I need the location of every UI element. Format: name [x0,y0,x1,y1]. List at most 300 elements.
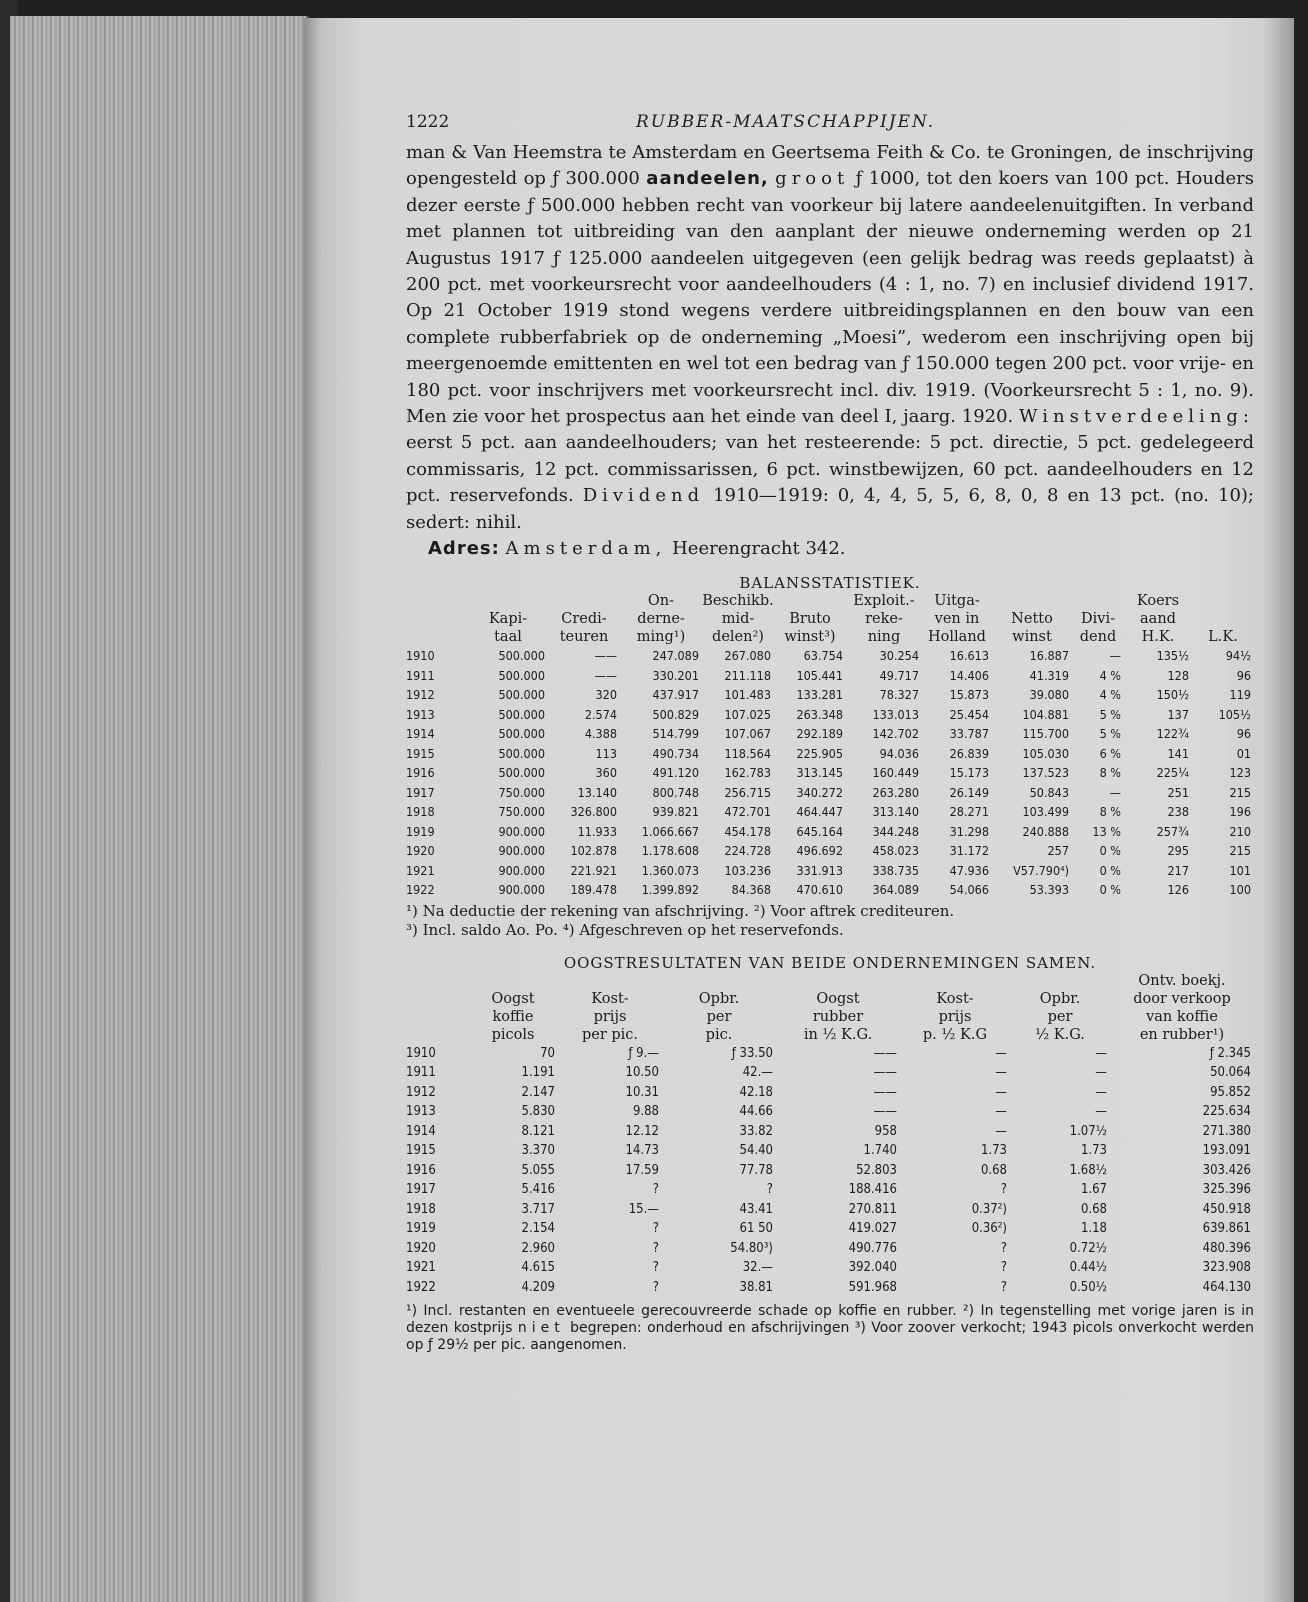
year-cell: 1916 [406,1162,436,1178]
oogst-header-row [406,972,1254,1044]
value-cell: 150½ [1156,687,1189,703]
value-cell: 0.37²) [971,1201,1007,1217]
value-cell: 103.499 [1022,804,1069,820]
value-cell: 1.73 [1080,1143,1107,1159]
table-row [406,1180,1254,1200]
value-cell: — [1109,648,1121,664]
value-cell: 225.634 [1202,1104,1251,1120]
value-cell: 313.140 [872,804,919,820]
value-cell: 454.178 [724,823,771,839]
table-row [406,1063,1254,1083]
value-cell: 490.776 [848,1240,897,1256]
balans-header-cell: Uitga- ven in Holland [928,593,986,646]
year-cell: 1921 [406,862,435,878]
para-part-1: man & Van Heemstra te Amsterdam en Geertsema Feith & Co. te Groningen, de inschrijving opengesteld op ƒ 300.000 [406,142,1254,190]
value-cell: 500.000 [498,726,545,742]
balans-header-cell: Exploit.- reke- ning [853,593,915,646]
value-cell: 500.000 [498,648,545,664]
value-cell: 256.715 [724,784,771,800]
value-cell: 0.72½ [1069,1240,1107,1256]
value-cell: 39.080 [1029,687,1069,703]
table-row [406,724,1254,744]
value-cell: 392.040 [848,1260,897,1276]
value-cell: 3.717 [521,1201,555,1217]
value-cell: 42.— [742,1065,773,1081]
value-cell: — [995,1065,1007,1081]
value-cell: 13.140 [577,784,617,800]
oogst-header-cell: Opbr. per pic. [698,990,740,1043]
table-row [406,763,1254,783]
value-cell: 450.918 [1202,1201,1251,1217]
value-cell: 480.396 [1202,1240,1251,1256]
value-cell: 215 [1229,843,1251,859]
balans-table [406,592,1254,900]
year-cell: 1917 [406,784,435,800]
value-cell: 5.416 [521,1182,555,1198]
oogst-header-cell [406,972,468,1044]
value-cell: 28.271 [949,804,989,820]
value-cell: 84.368 [731,882,771,898]
year-cell: 1914 [406,1123,436,1139]
value-cell: 645.164 [796,823,843,839]
table-row [406,880,1254,900]
value-cell: 5 % [1099,726,1121,742]
value-cell: 215 [1229,784,1251,800]
value-cell: ? [766,1182,773,1198]
value-cell: 15.873 [949,687,989,703]
winstverdeeling-keyword: Winstverdeeling: [1019,406,1254,428]
value-cell: 419.027 [848,1221,897,1237]
value-cell: 115.700 [1022,726,1069,742]
value-cell: 30.254 [879,648,919,664]
year-cell: 1910 [406,1045,436,1061]
value-cell: 31.298 [949,823,989,839]
page-content [406,108,1254,1354]
value-cell: 800.748 [652,784,699,800]
groot-keyword: groot [775,168,850,190]
value-cell: —— [873,1084,897,1100]
value-cell: 96 [1236,667,1251,683]
value-cell: 14.406 [949,667,989,683]
balans-header-cell [406,592,468,646]
table-row [406,841,1254,861]
value-cell: 4 % [1099,667,1121,683]
value-cell: 42.18 [739,1084,773,1100]
value-cell: 1.68½ [1069,1162,1107,1178]
value-cell: 47.936 [949,862,989,878]
value-cell: 263.280 [872,784,919,800]
page-header [406,108,1254,140]
value-cell: 3.370 [521,1143,555,1159]
value-cell: 16.613 [949,648,989,664]
value-cell: 210 [1229,823,1251,839]
value-cell: 0.68 [1080,1201,1107,1217]
value-cell: 126 [1167,882,1189,898]
value-cell: 1.73 [980,1143,1007,1159]
value-cell: 340.272 [796,784,843,800]
table-row [406,1258,1254,1278]
value-cell: 900.000 [498,843,545,859]
value-cell: 102.878 [570,843,617,859]
value-cell: — [995,1104,1007,1120]
balans-header-cell: On- derne- ming¹) [636,593,686,646]
value-cell: 1.740 [863,1143,897,1159]
value-cell: 0 % [1099,843,1121,859]
balans-footnote-2: ³) Incl. saldo Ao. Po. ⁴) Afgeschreven op het reservefonds. [406,920,844,939]
dividend-keyword: Dividend [582,485,705,507]
value-cell: 491.120 [652,765,699,781]
value-cell: 958 [874,1123,897,1139]
year-cell: 1910 [406,648,435,664]
value-cell: —— [873,1065,897,1081]
value-cell: 41.319 [1029,667,1069,683]
year-cell: 1918 [406,804,435,820]
value-cell: 9.88 [632,1104,659,1120]
para-part-2: ƒ 1000, tot den koers van 100 pct. Houders dezer eerste ƒ 500.000 hebben recht van voorkeur bij latere aandeelenuitgiften. In verband met plannen tot uitbreiding van den aanplant der nieuwe onderneming werden op 21 Augustus 1917 ƒ 125.000 aandeelen uitgegeven (een gelijk bedrag was reeds geplaatst) à 200 pct. met voorkeursrecht voor aandeelhouders (4 : 1, no. 7) en inclusief dividend 1917. Op 21 October 1919 stond wegens verdere uitbreidingsplannen en den bouw van een complete rubberfabriek op de onderneming „Moesi”, wederom een inschrijving open bij meergenoemde emittenten en wel tot een bedrag van ƒ 150.000 tegen 200 pct. voor vrije- en 180 pct. voor inschrijvers met voorkeursrecht incl. div. 1919. (Voorkeursrecht 5 : 1, no. 9). Men zie voor het prospectus aan het einde van deel I, jaarg. 1920. [406,168,1254,428]
value-cell: — [995,1084,1007,1100]
value-cell: 225.905 [796,745,843,761]
value-cell: 8.121 [521,1123,555,1139]
value-cell: 137 [1167,706,1189,722]
table-row [406,666,1254,686]
value-cell: ? [652,1182,659,1198]
value-cell: 8 % [1099,804,1121,820]
year-cell: 1913 [406,706,435,722]
value-cell: 133.281 [796,687,843,703]
value-cell: ? [1000,1279,1007,1295]
adres-label: Adres: [428,538,500,560]
value-cell: 1.18 [1080,1221,1107,1237]
value-cell: V57.790⁴) [1013,862,1069,878]
year-cell: 1922 [406,882,435,898]
page-number: 1222 [406,112,450,132]
value-cell: 193.091 [1202,1143,1251,1159]
value-cell: —— [594,667,617,683]
value-cell: 750.000 [498,804,545,820]
company-paragraph [406,140,1254,536]
value-cell: 17.59 [625,1162,659,1178]
address-line [428,536,1254,562]
value-cell: 160.449 [872,765,919,781]
value-cell: 496.692 [796,843,843,859]
value-cell: 54.40 [739,1143,773,1159]
table-row [406,1161,1254,1181]
value-cell: 1.399.892 [641,882,699,898]
value-cell: 217 [1167,862,1189,878]
value-cell: 01 [1236,745,1251,761]
table-row [406,861,1254,881]
value-cell: 135½ [1156,648,1189,664]
year-cell: 1920 [406,1240,436,1256]
value-cell: 224.728 [724,843,771,859]
value-cell: 26.149 [949,784,989,800]
year-cell: 1915 [406,1143,436,1159]
value-cell: 240.888 [1022,823,1069,839]
value-cell: 900.000 [498,882,545,898]
value-cell: 188.416 [848,1182,897,1198]
value-cell: 1.07½ [1069,1123,1107,1139]
value-cell: 96 [1236,726,1251,742]
balans-header-cell: Credi- teuren [559,611,609,646]
value-cell: 6 % [1099,745,1121,761]
value-cell: 500.000 [498,745,545,761]
value-cell: 12.12 [625,1123,659,1139]
value-cell: 10.50 [625,1065,659,1081]
value-cell: ? [652,1221,659,1237]
balans-header-row [406,592,1254,646]
value-cell: 15.173 [949,765,989,781]
oogst-footnote-b: begrepen: onderhoud en afschrijvingen ³) Voor zoover verkocht; 1943 picols onverkocht werden op ƒ 29½ per pic. aangenomen. [406,1320,1254,1354]
value-cell: — [995,1045,1007,1061]
value-cell: 61 50 [739,1221,773,1237]
aandeelen-keyword: aandeelen, [646,168,769,190]
value-cell: 50.064 [1210,1065,1251,1081]
value-cell: 141 [1167,745,1189,761]
oogst-header-cell: Oogst koffie picols [491,990,535,1043]
value-cell: 900.000 [498,862,545,878]
value-cell: 464.447 [796,804,843,820]
value-cell: 4.388 [584,726,617,742]
value-cell: 900.000 [498,823,545,839]
table-row [406,802,1254,822]
table-row [406,1239,1254,1259]
adres-city: Amsterdam, [505,538,667,560]
year-cell: 1919 [406,1221,436,1237]
value-cell: 122¾ [1156,726,1189,742]
value-cell: 326.800 [570,804,617,820]
value-cell: 13 % [1092,823,1121,839]
value-cell: 331.913 [796,862,843,878]
table-row [406,1200,1254,1220]
value-cell: 0.50½ [1069,1279,1107,1295]
value-cell: 2.960 [521,1240,555,1256]
year-cell: 1914 [406,726,435,742]
value-cell: 54.80³) [730,1240,773,1256]
value-cell: 15.— [628,1201,659,1217]
value-cell: 2.154 [521,1221,555,1237]
value-cell: 105.441 [796,667,843,683]
value-cell: 639.861 [1202,1221,1251,1237]
value-cell: — [1109,784,1121,800]
year-cell: 1919 [406,823,435,839]
value-cell: 5 % [1099,706,1121,722]
value-cell: 939.821 [652,804,699,820]
balans-title: BALANSSTATISTIEK. [739,574,921,593]
value-cell: 32.— [742,1260,773,1276]
value-cell: 2.147 [521,1084,555,1100]
value-cell: 118.564 [724,745,771,761]
year-cell: 1916 [406,765,435,781]
value-cell: 105.030 [1022,745,1069,761]
year-cell: 1917 [406,1182,436,1198]
oogst-title: OOGSTRESULTATEN VAN BEIDE ONDERNEMINGEN SAMEN. [563,953,1097,972]
value-cell: 101.483 [724,687,771,703]
value-cell: 464.130 [1202,1279,1251,1295]
value-cell: 0.36²) [971,1221,1007,1237]
value-cell: ƒ 9.— [628,1045,659,1061]
value-cell: 49.717 [879,667,919,683]
value-cell: 364.089 [872,882,919,898]
value-cell: 105½ [1218,706,1251,722]
value-cell: 270.811 [848,1201,897,1217]
year-cell: 1915 [406,745,435,761]
balans-header-cell: Netto winst [1011,611,1053,646]
oogst-header-cell: Ontv. boekj. door verkoop van koffie en rubber¹) [1133,972,1231,1043]
balans-header-cell: Koers aand H.K. [1136,593,1180,646]
table-row [406,1083,1254,1103]
value-cell: 247.089 [652,648,699,664]
value-cell: 52.803 [856,1162,897,1178]
value-cell: —— [873,1104,897,1120]
value-cell: 33.787 [949,726,989,742]
value-cell: 50.843 [1029,784,1069,800]
value-cell: 101 [1229,862,1251,878]
balans-header-cell: Kapi- taal [488,611,528,646]
value-cell: 0 % [1099,862,1121,878]
value-cell: 25.454 [949,706,989,722]
value-cell: 267.080 [724,648,771,664]
value-cell: 63.754 [803,648,843,664]
value-cell: 103.236 [724,862,771,878]
value-cell: 1.066.667 [641,823,699,839]
value-cell: 500.000 [498,667,545,683]
value-cell: 323.908 [1202,1260,1251,1276]
book-page [304,18,1294,1602]
value-cell: 10.31 [625,1084,659,1100]
value-cell: 4.615 [521,1260,555,1276]
balans-header-cell: Bruto winst³) [784,611,836,646]
value-cell: — [1095,1104,1107,1120]
value-cell: 137.523 [1022,765,1069,781]
value-cell: 70 [540,1045,555,1061]
value-cell: 271.380 [1202,1123,1251,1139]
value-cell: 1.67 [1080,1182,1107,1198]
value-cell: — [1095,1045,1107,1061]
value-cell: 44.66 [739,1104,773,1120]
value-cell: 221.921 [570,862,617,878]
year-cell: 1912 [406,1084,436,1100]
value-cell: 470.610 [796,882,843,898]
year-cell: 1918 [406,1201,436,1217]
value-cell: 303.426 [1202,1162,1251,1178]
value-cell: 189.478 [570,882,617,898]
value-cell: 591.968 [848,1279,897,1295]
value-cell: 77.78 [739,1162,773,1178]
value-cell: 500.000 [498,687,545,703]
value-cell: 128 [1167,667,1189,683]
oogst-footnote-a: ¹) Incl. restanten en eventueele gerecouvreerde schade op koffie en rubber. ²) In tegenstelling met vorige jaren is in dezen kostprijs [406,1303,1254,1337]
year-cell: 1911 [406,1065,436,1081]
value-cell: 292.189 [796,726,843,742]
value-cell: ? [1000,1260,1007,1276]
value-cell: 43.41 [739,1201,773,1217]
value-cell: 238 [1167,804,1189,820]
value-cell: 94.036 [879,745,919,761]
value-cell: 257¾ [1156,823,1189,839]
oogst-footnote [406,1303,1254,1354]
value-cell: 33.82 [739,1123,773,1139]
value-cell: 500.000 [498,706,545,722]
oogst-footnote-niet: niet [517,1320,565,1337]
value-cell: 2.574 [584,706,617,722]
value-cell: 4.209 [521,1279,555,1295]
value-cell: 0 % [1099,882,1121,898]
balans-footnote-1: ¹) Na deductie der rekening van afschrijving. ²) Voor aftrek crediteuren. [406,901,955,920]
value-cell: 1.360.073 [641,862,699,878]
value-cell: — [995,1123,1007,1139]
year-cell: 1913 [406,1104,436,1120]
table-row [406,1122,1254,1142]
value-cell: 26.839 [949,745,989,761]
value-cell: 330.201 [652,667,699,683]
balans-body [406,646,1254,900]
value-cell: 437.917 [652,687,699,703]
value-cell: 257 [1047,843,1069,859]
value-cell: 313.145 [796,765,843,781]
value-cell: ? [652,1260,659,1276]
table-row [406,744,1254,764]
value-cell: ? [1000,1182,1007,1198]
value-cell: 196 [1229,804,1251,820]
year-cell: 1922 [406,1279,436,1295]
table-row [406,822,1254,842]
value-cell: 107.067 [724,726,771,742]
value-cell: 750.000 [498,784,545,800]
adres-street: Heerengracht 342. [666,538,846,560]
year-cell: 1920 [406,843,435,859]
value-cell: 100 [1229,882,1251,898]
value-cell: 54.066 [949,882,989,898]
value-cell: 338.735 [872,862,919,878]
value-cell: 500.000 [498,765,545,781]
value-cell: ? [1000,1240,1007,1256]
value-cell: ƒ 2.345 [1209,1045,1251,1061]
value-cell: 107.025 [724,706,771,722]
value-cell: —— [594,648,617,664]
value-cell: 8 % [1099,765,1121,781]
book-page-edges [10,16,309,1602]
oogst-body [406,1044,1254,1298]
table-row [406,646,1254,666]
value-cell: 263.348 [796,706,843,722]
oogst-header-cell: Kost- prijs p. ½ K.G [922,990,988,1043]
year-cell: 1912 [406,687,435,703]
value-cell: 1.191 [521,1065,555,1081]
oogst-header-cell: Oogst rubber in ½ K.G. [803,990,873,1043]
value-cell: 5.830 [521,1104,555,1120]
value-cell: 104.881 [1022,706,1069,722]
value-cell: 123 [1229,765,1251,781]
value-cell: 142.702 [872,726,919,742]
value-cell: 295 [1167,843,1189,859]
value-cell: 5.055 [521,1162,555,1178]
value-cell: 133.013 [872,706,919,722]
value-cell: 251 [1167,784,1189,800]
value-cell: 320 [595,687,617,703]
value-cell: 211.118 [724,667,771,683]
value-cell: ƒ 33.50 [731,1045,773,1061]
table-row [406,1044,1254,1064]
balans-header-cell: Beschikb. mid- delen²) [702,593,774,646]
para-part-4: 1910—1919: 0, 4, 4, 5, 5, 6, 8, 0, 8 en 13 pct. (no. 10); sedert: nihil. [406,485,1254,533]
value-cell: 325.396 [1202,1182,1251,1198]
value-cell: 458.023 [872,843,919,859]
year-cell: 1911 [406,667,435,683]
table-row [406,783,1254,803]
table-row [406,705,1254,725]
value-cell: 11.933 [577,823,617,839]
value-cell: —— [873,1045,897,1061]
